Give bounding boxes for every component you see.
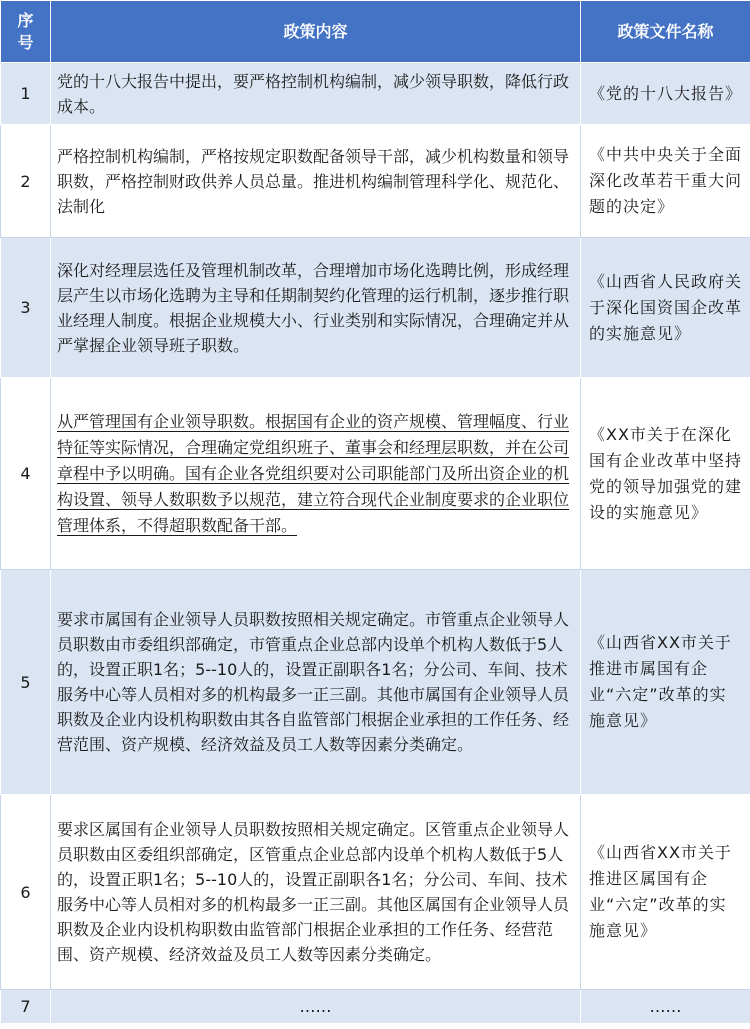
row-index: 1 [1, 63, 51, 125]
row-content: 要求区属国有企业领导人员职数按照相关规定确定。区管重点企业领导人员职数由区委组织部确定，区管重点企业总部内设单个机构人数低于5人的，设置正职1名；5--10人的，设置正副职各1名；分公司、车间、技术服务中心等人员相对多的机构最多一正三副。其他区属国有企业领导人员职数及企业内设机构职数由监管部门根据企业承担的工作任务、经营范围、资产规模、经济效益及员工人数等因素分类确定。 [51, 795, 581, 990]
row-index: 5 [1, 570, 51, 795]
table-row [1, 990, 750, 1024]
row-content: 党的十八大报告中提出，要严格控制机构编制，减少领导职数，降低行政成本。 [51, 63, 581, 125]
row-content: 从严管理国有企业领导职数。根据国有企业的资产规模、管理幅度、行业特征等实际情况，合理确定党组织班子、董事会和经理层职数，并在公司章程中予以明确。国有企业各党组织要对公司职能部门及所出资企业的机构设置、领导人数职数予以规范，建立符合现代企业制度要求的企业职位管理体系，不得超职数配备干部。 [51, 378, 581, 570]
header-doc-name: 政策文件名称 [581, 1, 750, 63]
row-content: …… [51, 990, 581, 1024]
row-doc-name: 《山西省人民政府关于深化国资国企改革的实施意见》 [581, 238, 750, 378]
table-row [1, 125, 750, 238]
row-doc-name: 《XX市关于在深化国有企业改革中坚持党的领导加强党的建设的实施意见》 [581, 378, 750, 570]
header-content: 政策内容 [51, 1, 581, 63]
row-index: 4 [1, 378, 51, 570]
row-content: 要求市属国有企业领导人员职数按照相关规定确定。市管重点企业领导人员职数由市委组织部确定，市管重点企业总部内设单个机构人数低于5人的，设置正职1名；5--10人的，设置正副职各1名；分公司、车间、技术服务中心等人员相对多的机构最多一正三副。其他市属国有企业领导人员职数及企业内设机构职数由其各自监管部门根据企业承担的工作任务、经营范围、资产规模、经济效益及员工人数等因素分类确定。 [51, 570, 581, 795]
table-row [1, 63, 750, 125]
header-index: 序号 [1, 1, 51, 63]
row-content: 严格控制机构编制，严格按规定职数配备领导干部，减少机构数量和领导职数，严格控制财政供养人员总量。推进机构编制管理科学化、规范化、法制化 [51, 125, 581, 238]
row-doc-name: 《中共中央关于全面深化改革若干重大问题的决定》 [581, 125, 750, 238]
row-doc-name: 《山西省XX市关于推进市属国有企业“六定”改革的实施意见》 [581, 570, 750, 795]
table-row [1, 570, 750, 795]
table-row [1, 378, 750, 570]
table-row [1, 795, 750, 990]
row-content: 深化对经理层选任及管理机制改革，合理增加市场化选聘比例，形成经理层产生以市场化选聘为主导和任期制契约化管理的运行机制，逐步推行职业经理人制度。根据企业规模大小、行业类别和实际情况，合理确定并从严掌握企业领导班子职数。 [51, 238, 581, 378]
row-index: 2 [1, 125, 51, 238]
table-row [1, 238, 750, 378]
row-doc-name: …… [581, 990, 750, 1024]
table-header-row [1, 1, 750, 63]
row-doc-name: 《党的十八大报告》 [581, 63, 750, 125]
row-index: 6 [1, 795, 51, 990]
row-doc-name: 《山西省XX市关于推进区属国有企业“六定”改革的实施意见》 [581, 795, 750, 990]
row-index: 3 [1, 238, 51, 378]
row-index: 7 [1, 990, 51, 1024]
